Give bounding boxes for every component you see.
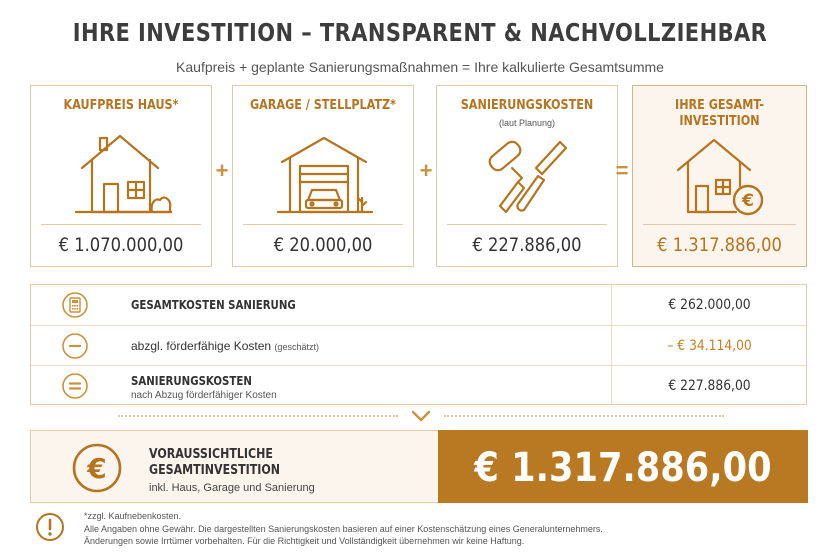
card-sanierungskosten	[436, 85, 618, 267]
row-value: € 262.000,00	[668, 297, 751, 313]
minus-icon	[62, 333, 88, 359]
card-subtitle: (laut Planung)	[498, 118, 556, 128]
total-label	[149, 447, 280, 479]
row-value: – € 34.114,00	[667, 338, 752, 354]
cost-breakdown-table	[30, 284, 807, 405]
plus-operator: +	[419, 158, 433, 183]
total-amount: € 1.317.886,00	[474, 445, 772, 491]
tools-icon	[478, 128, 578, 218]
card-title-line1: IHRE GESAMT-	[675, 98, 764, 113]
page-subtitle: Kaufpreis + geplante Sanierungsmaßnahmen = Ihre kalkulierte Gesamtsumme	[176, 59, 664, 75]
card-divider	[243, 224, 403, 225]
row-label	[131, 339, 319, 353]
card-value: € 20.000,00	[273, 234, 373, 256]
card-value: € 227.886,00	[472, 234, 582, 256]
table-row	[31, 285, 806, 325]
card-value: € 1.070.000,00	[58, 234, 184, 256]
garage-icon	[274, 128, 374, 218]
card-value: € 1.317.886,00	[657, 234, 782, 256]
house-euro-icon	[670, 128, 770, 218]
svg-text:€: €	[742, 191, 754, 211]
total-panel	[30, 430, 807, 503]
total-label-line1: VORAUSSICHTLICHE	[149, 447, 273, 462]
card-divider	[447, 224, 607, 225]
plus-operator: +	[215, 158, 229, 183]
card-title-line2: INVESTITION	[679, 114, 760, 129]
column-divider	[611, 285, 612, 325]
equals-operator: =	[615, 158, 629, 183]
row-label: GESAMTKOSTEN SANIERUNG	[131, 298, 296, 312]
footer-disclaimer	[84, 510, 603, 548]
svg-text:€: €	[87, 452, 107, 485]
euro-circle-icon	[71, 442, 123, 494]
column-divider	[611, 326, 612, 365]
card-title: KAUFPREIS HAUS*	[63, 98, 179, 113]
card-title	[645, 98, 794, 130]
card-title: GARAGE / STELLPLATZ*	[249, 98, 397, 113]
card-kaufpreis-haus	[30, 85, 212, 267]
column-divider	[611, 366, 612, 405]
equals-icon	[62, 373, 88, 399]
card-divider	[41, 224, 201, 225]
card-gesamtinvestition	[632, 85, 807, 267]
page-title: IHRE INVESTITION – TRANSPARENT & NACHVOLLZIEHBAR	[72, 18, 768, 47]
chevron-down-icon	[410, 409, 432, 423]
card-title: SANIERUNGSKOSTEN	[460, 98, 594, 113]
row-label-text: abzgl. förderfähige Kosten	[131, 339, 272, 353]
card-garage	[232, 85, 414, 267]
card-divider	[643, 224, 796, 225]
footer-line: Änderungen sowie Irrtümer vorbehalten. Für die Richtigkeit und Vollständigkeit übernehmen wir keine Haftung.	[84, 536, 525, 546]
table-row	[31, 365, 806, 405]
row-label: SANIERUNGSKOSTEN	[131, 374, 252, 388]
row-sublabel: nach Abzug förderfähiger Kosten	[131, 390, 277, 401]
row-label-note: (geschätzt)	[274, 342, 319, 352]
table-row	[31, 325, 806, 365]
dotted-divider-left	[118, 415, 398, 417]
row-value: € 227.886,00	[668, 378, 751, 394]
total-amount-box	[438, 430, 808, 503]
house-icon	[72, 128, 172, 218]
footer-line: Alle Angaben ohne Gewähr. Die dargestellten Sanierungskosten basieren auf einer Kostenschätzung eines Generalunternehmers.	[84, 523, 603, 534]
dotted-divider-right	[444, 415, 724, 417]
total-sublabel: inkl. Haus, Garage und Sanierung	[149, 482, 315, 494]
footer-line: *zzgl. Kaufnebenkosten.	[84, 511, 182, 521]
calculator-icon	[62, 292, 88, 318]
warning-icon	[35, 512, 65, 542]
total-label-line2: GESAMTINVESTITION	[149, 463, 281, 478]
